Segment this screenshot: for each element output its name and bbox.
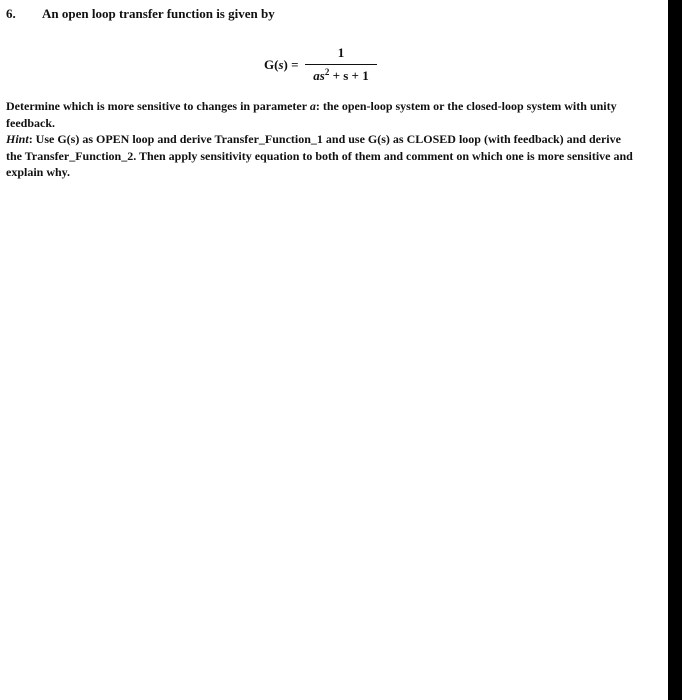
determine-suffix: : the open-loop system or the closed-loop system with unity feedback. <box>6 99 617 130</box>
determine-paragraph <box>6 98 636 131</box>
question-intro: An open loop transfer function is given by <box>42 6 275 21</box>
denominator-rest: + s + 1 <box>329 68 369 83</box>
right-edge-bar <box>668 0 682 700</box>
equation-lhs-variable: s <box>278 57 284 72</box>
hint-label: Hint <box>6 132 29 146</box>
denominator-term-as: as <box>313 68 325 83</box>
equation-lhs-close: ) = <box>283 57 299 72</box>
equation-lhs <box>264 57 299 73</box>
denominator-exponent: 2 <box>324 67 330 77</box>
question-header <box>6 6 275 22</box>
equation-numerator: 1 <box>337 45 345 60</box>
equation-lhs-name: G( <box>264 57 279 72</box>
determine-prefix: Determine which is more sensitive to changes in parameter <box>6 99 310 113</box>
parameter-symbol: a <box>309 99 316 113</box>
hint-text: : Use G(s) as OPEN loop and derive Transfer_Function_1 and use G(s) as CLOSED loop (with feedback) and derive the Transfer_Function_2. Then apply sensitivity equation to both of them and comment on which one is more sensitive and explain why. <box>6 132 633 179</box>
question-number: 6. <box>6 6 16 21</box>
fraction-bar <box>305 64 377 65</box>
equation-denominator <box>305 69 377 83</box>
hint-paragraph <box>6 131 636 181</box>
equation-fraction <box>305 46 377 86</box>
question-body <box>6 98 636 181</box>
